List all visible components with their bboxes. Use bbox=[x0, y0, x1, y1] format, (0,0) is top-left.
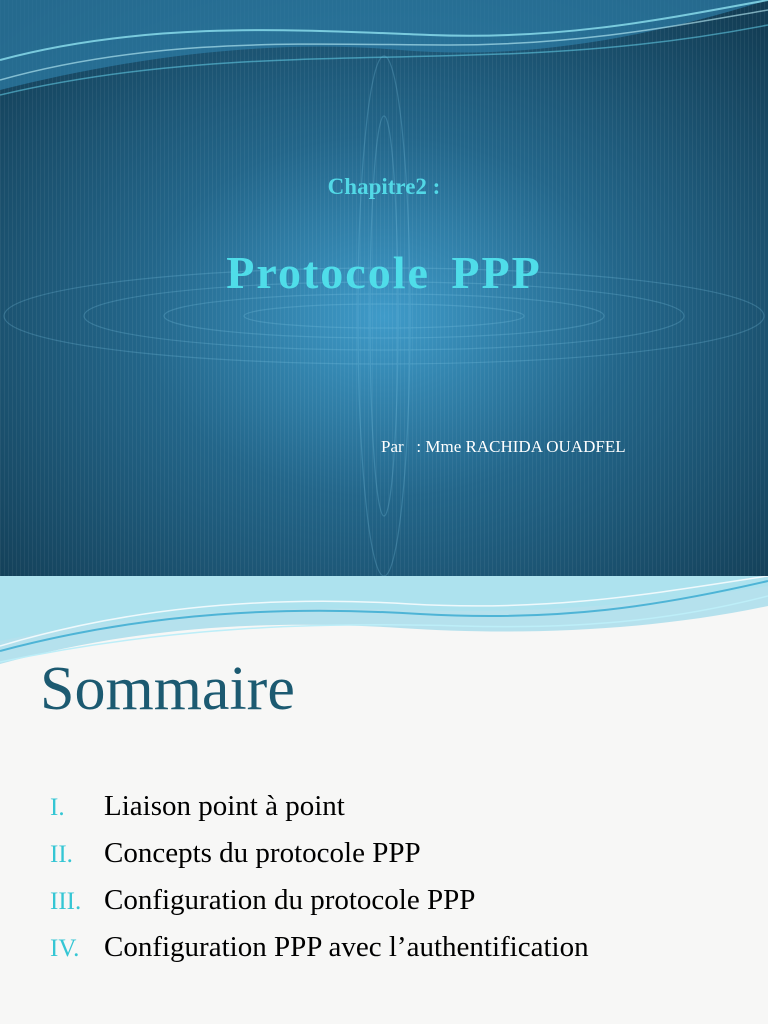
summary-title: Sommaire bbox=[40, 655, 295, 723]
item-text: Configuration PPP avec l’authentification bbox=[104, 931, 589, 963]
list-item bbox=[50, 882, 589, 929]
list-item bbox=[50, 929, 589, 976]
item-number: I. bbox=[50, 794, 65, 821]
presentation-title: Protocole PPP bbox=[226, 247, 542, 298]
item-text: Liaison point à point bbox=[104, 790, 345, 822]
author-line: Par : Mme RACHIDA OUADFEL bbox=[381, 437, 626, 456]
item-number: IV. bbox=[50, 935, 80, 962]
summary-list bbox=[50, 788, 589, 976]
list-item bbox=[50, 788, 589, 835]
item-text: Configuration du protocole PPP bbox=[104, 884, 476, 916]
item-text: Concepts du protocole PPP bbox=[104, 837, 421, 869]
item-number: III. bbox=[50, 888, 82, 915]
list-item bbox=[50, 835, 589, 882]
item-number: II. bbox=[50, 841, 73, 868]
summary-slide bbox=[0, 576, 768, 1024]
chapter-label: Chapitre2 : bbox=[327, 174, 441, 199]
